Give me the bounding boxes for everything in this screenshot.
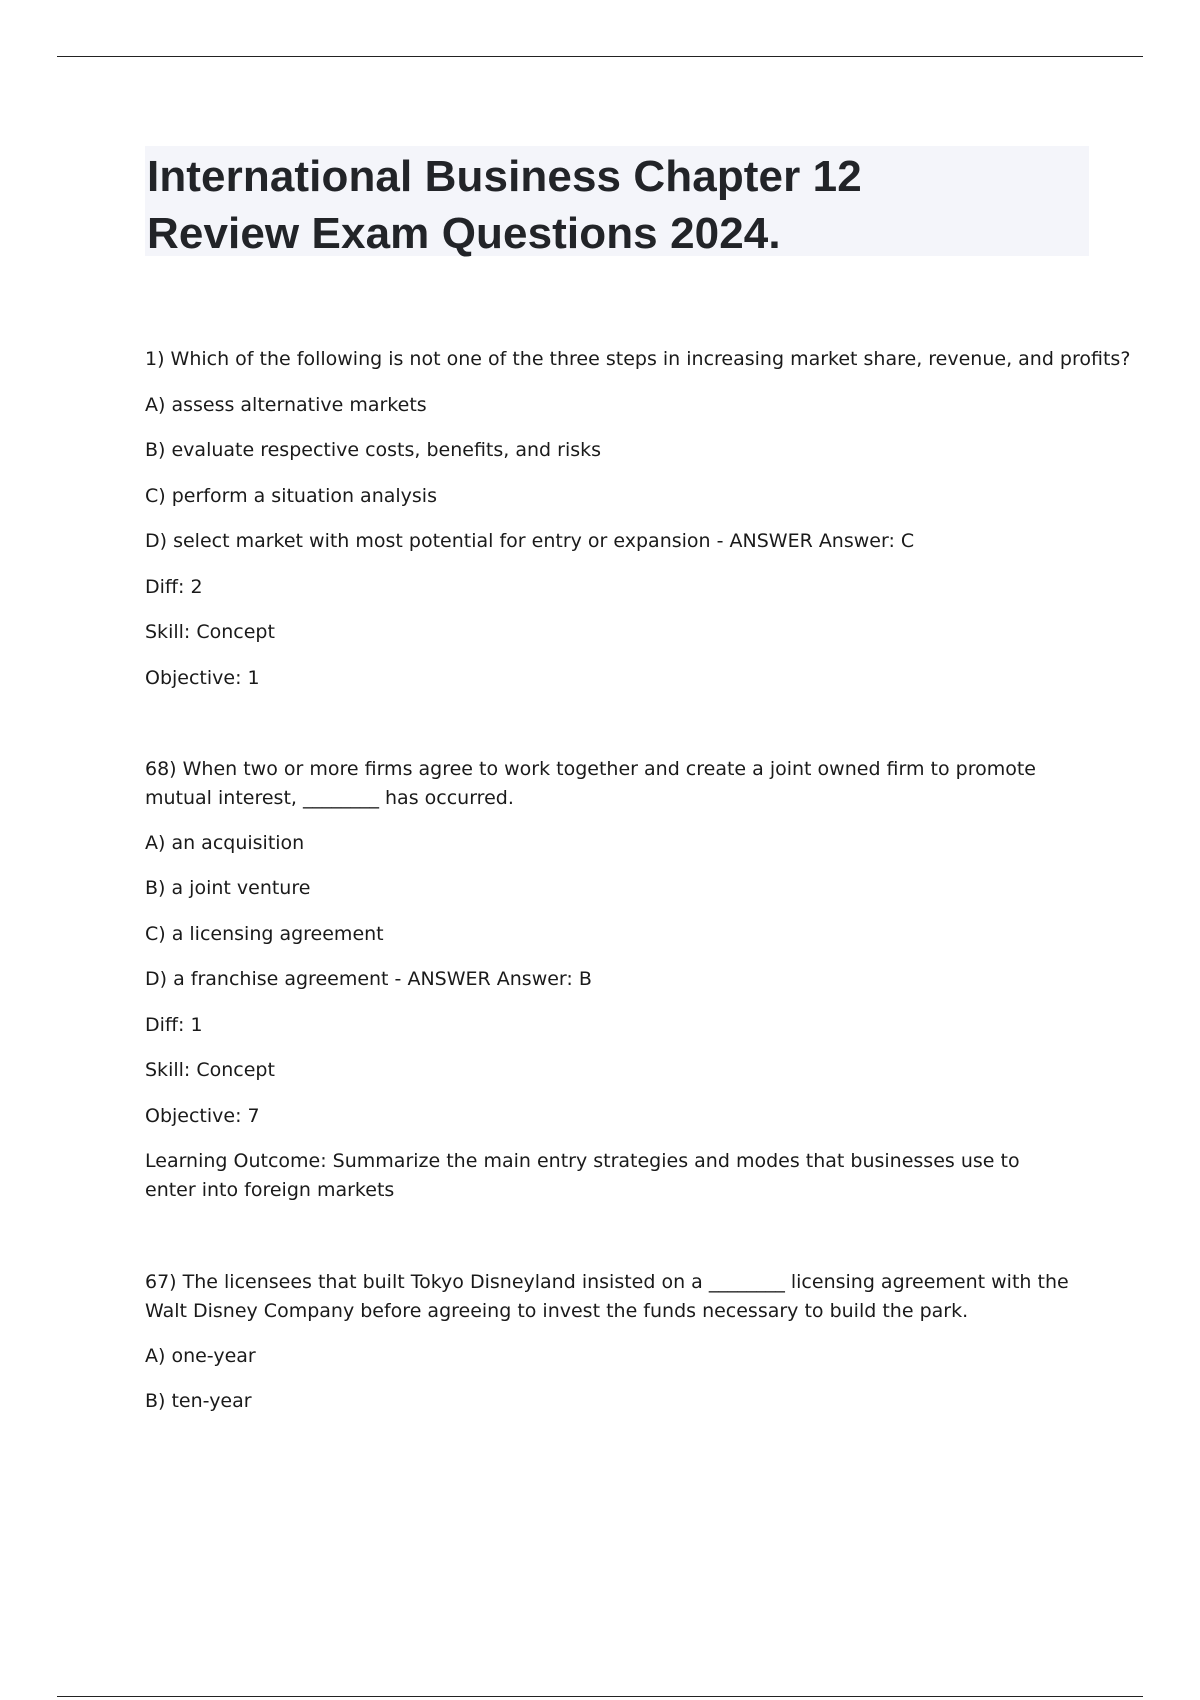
answer-option: A) assess alternative markets <box>145 394 427 416</box>
answer-option: B) ten-year <box>145 1390 252 1412</box>
question-prompt: 68) When two or more firms agree to work together and create a joint owned firm to promote mutual interest, ________ has occurred. <box>145 758 1036 809</box>
question-meta: Skill: Concept <box>145 621 275 643</box>
question-meta: Skill: Concept <box>145 1059 275 1081</box>
answer-option: A) an acquisition <box>145 832 305 854</box>
top-rule <box>57 56 1143 57</box>
question-meta: Diff: 2 <box>145 576 203 598</box>
question-meta: Objective: 7 <box>145 1105 260 1127</box>
answer-option: C) a licensing agreement <box>145 923 384 945</box>
question-prompt: 1) Which of the following is not one of the three steps in increasing market share, revenue, and profits? <box>145 348 1131 370</box>
answer-option: B) a joint venture <box>145 877 311 899</box>
learning-outcome: Learning Outcome: Summarize the main entry strategies and modes that businesses use to enter into foreign markets <box>145 1150 1020 1201</box>
answer-option: B) evaluate respective costs, benefits, and risks <box>145 439 602 461</box>
answer-option: A) one-year <box>145 1345 256 1367</box>
title-line-1: International Business Chapter 12 <box>147 152 862 201</box>
answer-option: D) select market with most potential for entry or expansion - ANSWER Answer: C <box>145 530 915 552</box>
document-title <box>147 148 862 262</box>
answer-option: C) perform a situation analysis <box>145 485 437 507</box>
question-prompt: 67) The licensees that built Tokyo Disneyland insisted on a ________ licensing agreement with the Walt Disney Company before agreeing to invest the funds necessary to build the park. <box>145 1271 1069 1322</box>
answer-option: D) a franchise agreement - ANSWER Answer: B <box>145 968 592 990</box>
title-line-2: Review Exam Questions 2024. <box>147 209 781 258</box>
question-meta: Diff: 1 <box>145 1014 203 1036</box>
bottom-rule <box>57 1696 1143 1697</box>
question-meta: Objective: 1 <box>145 667 260 689</box>
